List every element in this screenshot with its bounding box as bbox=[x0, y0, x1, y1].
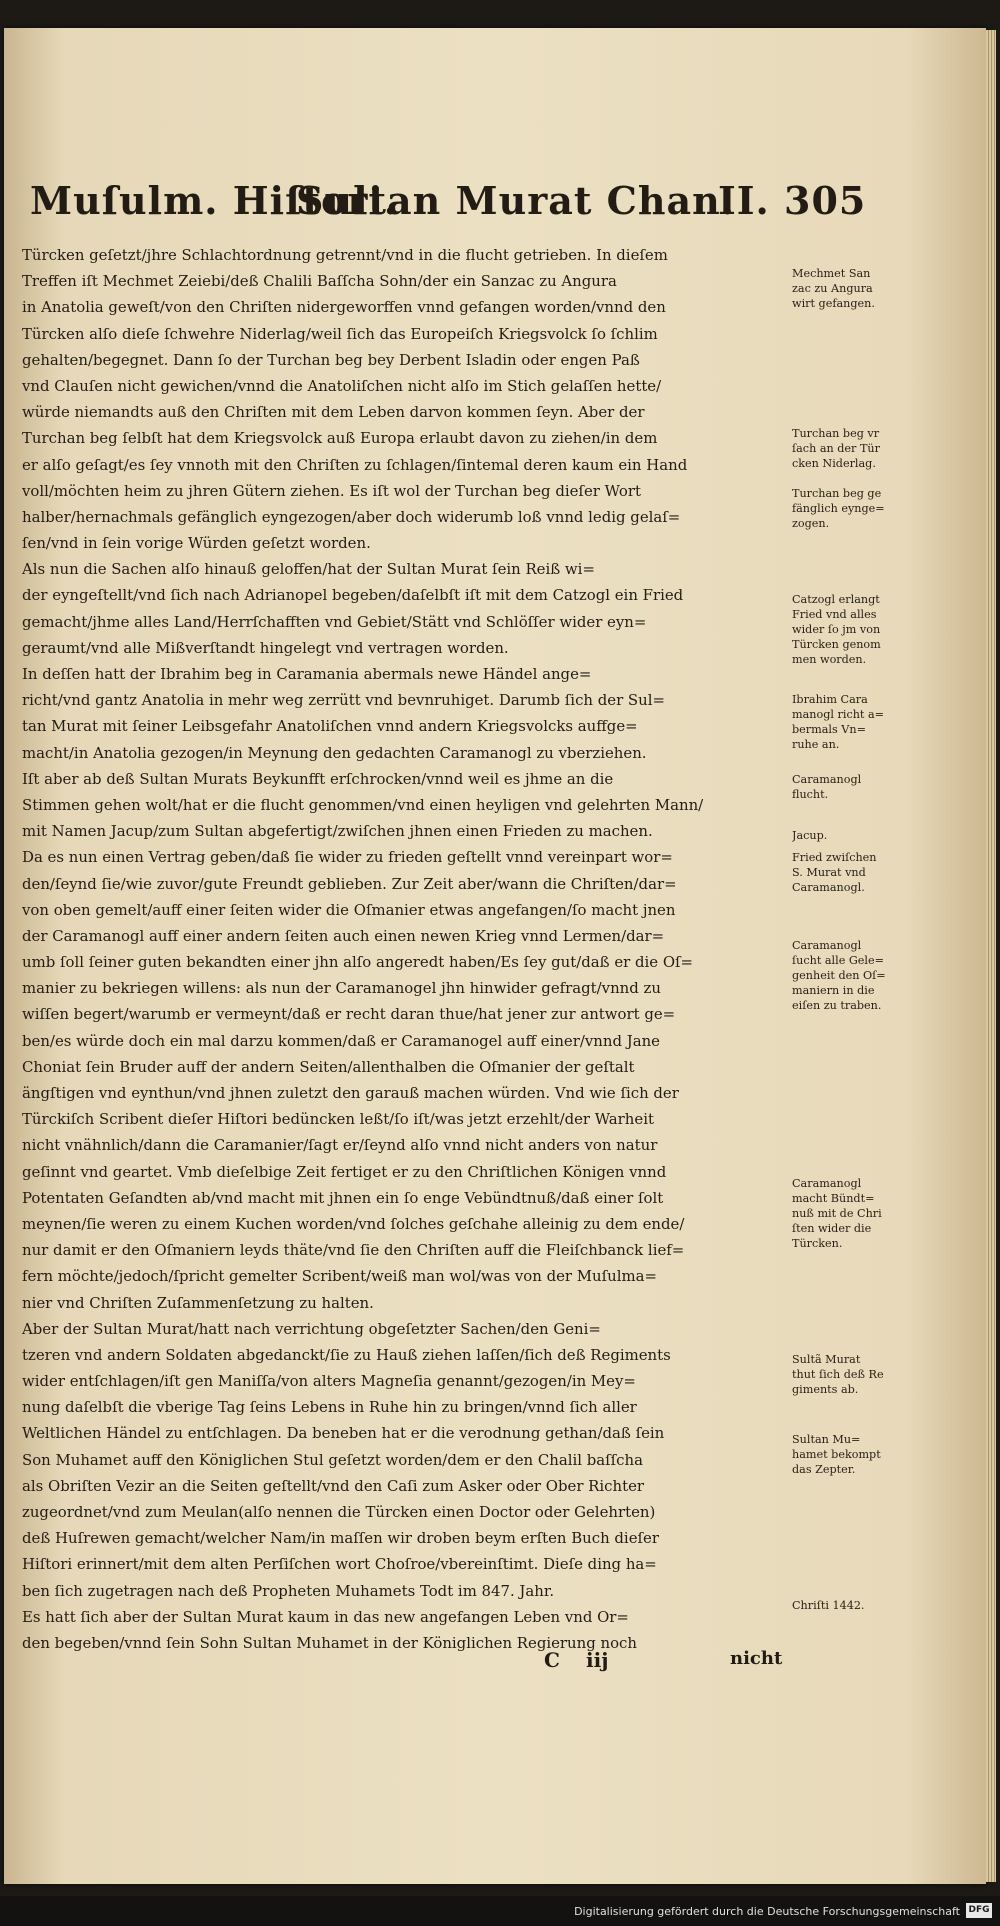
marginal-note-line: hamet bekompt bbox=[792, 1448, 881, 1461]
running-head-center: Sultan Murat Chan. bbox=[296, 178, 736, 223]
marginal-note-line: ruhe an. bbox=[792, 738, 840, 751]
text-line: meynen/ſie weren zu einem Kuchen worden/vnd ſolches geſchahe alleinig zu dem ende/ bbox=[22, 1214, 685, 1233]
marginal-note-line: ſucht alle Gele= bbox=[792, 954, 885, 967]
text-line: geraumt/vnd alle Mißverſtandt hingelegt vnd vertragen worden. bbox=[22, 638, 509, 657]
marginal-note bbox=[792, 1176, 912, 1251]
text-line: Türcken geſetzt/jhre Schlachtordnung getrennt/vnd in die flucht getrieben. In dieſem bbox=[22, 246, 668, 264]
marginal-note bbox=[792, 266, 912, 311]
text-line: voll/möchten heim zu jhren Gütern ziehen. Es iſt wol der Turchan beg dieſer Wort bbox=[22, 481, 641, 500]
marginal-note-line: S. Murat vnd bbox=[792, 866, 866, 879]
text-line: Choniat ſein Bruder auff der andern Seiten/allenthalben die Oſmanier der geſtalt bbox=[22, 1057, 635, 1076]
marginal-note-line: genheit den Oſ= bbox=[792, 969, 886, 982]
marginal-note-line: flucht. bbox=[792, 788, 829, 801]
text-line: den/ſeynd ſie/wie zuvor/gute Freundt geblieben. Zur Zeit aber/wann die Chriſten/dar= bbox=[22, 874, 677, 893]
footer-credit: Digitalisierung gefördert durch die Deutsche Forschungsgemeinschaft bbox=[574, 1905, 960, 1918]
text-line: manier zu bekriegen willens: als nun der Caramanogel jhn hinwider gefragt/vnnd zu bbox=[22, 979, 661, 998]
marginal-note-line: maniern in die bbox=[792, 984, 875, 997]
text-line: ben/es würde doch ein mal darzu kommen/daß er Caramanogel auff einer/vnnd Jane bbox=[22, 1031, 660, 1050]
footer-bar bbox=[0, 1896, 1000, 1926]
marginal-note bbox=[792, 828, 912, 843]
text-line: wider entſchlagen/iſt gen Maniſſa/von alters Magneſia genannt/gezogen/in Mey= bbox=[22, 1372, 636, 1391]
marginal-note-line: nuß mit de Chri bbox=[792, 1207, 882, 1220]
marginal-note-line: Mechmet San bbox=[792, 267, 871, 280]
marginal-note-line: eiſen zu traben. bbox=[792, 999, 882, 1012]
text-line: Treffen iſt Mechmet Zeiebi/deß Chalili Baſſcha Sohn/der ein Sanzac zu Angura bbox=[22, 272, 617, 291]
marginal-note-line: Ibrahim Cara bbox=[792, 693, 868, 706]
marginal-note bbox=[792, 938, 912, 1013]
signature-number: iij bbox=[586, 1648, 609, 1672]
text-line: zugeordnet/vnd zum Meulan(alſo nennen die Türcken einen Doctor oder Gelehrten) bbox=[22, 1503, 656, 1521]
text-line: Es hatt ſich aber der Sultan Murat kaum in das new angefangen Leben vnd Or= bbox=[22, 1607, 629, 1626]
text-line: halber/hernachmals gefänglich eyngezogen/aber doch widerumb loß vnnd ledig gelaſ= bbox=[22, 507, 681, 526]
marginal-note-line: Türcken genom bbox=[792, 638, 881, 651]
marginal-note-line: das Zepter. bbox=[792, 1463, 856, 1476]
text-line: Weltlichen Händel zu entſchlagen. Da beneben hat er die verodnung gethan/daß ſein bbox=[22, 1424, 665, 1443]
book-page bbox=[4, 28, 986, 1884]
text-line: macht/in Anatolia gezogen/in Meynung den gedachten Caramanogl zu vberziehen. bbox=[22, 743, 647, 762]
text-line: würde niemandts auß den Chriſten mit dem Leben darvon kommen ſeyn. Aber der bbox=[22, 403, 645, 422]
text-line: tan Murat mit ſeiner Leibsgefahr Anatoliſchen vnnd andern Kriegsvolcks auffge= bbox=[22, 717, 638, 736]
text-line: In deſſen hatt der Ibrahim beg in Caramania abermals newe Händel ange= bbox=[22, 665, 592, 683]
text-line: fern möchte/jedoch/ſpricht gemelter Scribent/weiß man wol/was von der Muſulma= bbox=[22, 1267, 657, 1286]
marginal-note bbox=[792, 592, 912, 667]
text-line: mit Namen Jacup/zum Sultan abgefertigt/zwiſchen jhnen einen Frieden zu machen. bbox=[22, 822, 653, 841]
marginal-note-line: Sultã Murat bbox=[792, 1353, 861, 1366]
text-line: Iſt aber ab deß Sultan Murats Beykunfft erſchrocken/vnnd weil es jhme an die bbox=[22, 769, 614, 788]
marginal-note-line: men worden. bbox=[792, 653, 867, 666]
marginal-note-line: Türcken. bbox=[792, 1237, 843, 1250]
text-line: nung daſelbſt die vberige Tag ſeins Lebens in Ruhe hin zu bringen/vnnd ſich aller bbox=[22, 1398, 637, 1417]
marginal-note-line: Caramanogl. bbox=[792, 881, 865, 894]
page-edge bbox=[986, 30, 996, 1882]
marginal-note bbox=[792, 850, 912, 895]
text-line: als Obriſten Vezir an die Seiten geſtellt/vnd den Caſi zum Asker oder Ober Richter bbox=[22, 1476, 645, 1495]
text-line: gehalten/begegnet. Dann ſo der Turchan beg bey Derbent Isladin oder engen Paß bbox=[22, 350, 640, 369]
marginal-note-line: wider ſo jm von bbox=[792, 623, 881, 636]
marginal-note-line: Jacup. bbox=[792, 829, 828, 842]
marginal-note bbox=[792, 692, 912, 752]
marginal-note bbox=[792, 1432, 912, 1477]
text-line: von oben gemelt/auff einer ſeiten wider die Oſmanier etwas angefangen/ſo macht jnen bbox=[22, 900, 676, 919]
text-line: Aber der Sultan Murat/hatt nach verrichtung obgeſetzter Sachen/den Geni= bbox=[22, 1319, 601, 1338]
text-line: nicht vnähnlich/dann die Caramanier/ſagt er/ſeynd alſo vnnd nicht anders von natur bbox=[22, 1136, 658, 1155]
signature-letter: C bbox=[544, 1648, 560, 1672]
marginal-note-line: cken Niderlag. bbox=[792, 457, 876, 470]
marginal-note-line: Catzogl erlangt bbox=[792, 593, 880, 606]
marginal-note-line: giments ab. bbox=[792, 1383, 859, 1396]
page-number: II. 305 bbox=[718, 178, 867, 223]
marginal-note bbox=[792, 1352, 912, 1397]
text-line: Stimmen gehen wolt/hat er die flucht genommen/vnd einen heyligen vnd gelehrten Mann/ bbox=[22, 795, 704, 814]
text-line: ſen/vnd in ſein vorige Würden geſetzt worden. bbox=[22, 534, 371, 553]
marginal-note-line: ſach an der Tür bbox=[792, 442, 880, 455]
marginal-note-line: Sultan Mu= bbox=[792, 1433, 861, 1446]
marginal-note-line: Fried vnd alles bbox=[792, 608, 877, 621]
marginal-note-line: Fried zwiſchen bbox=[792, 851, 877, 864]
marginal-note bbox=[792, 1598, 912, 1613]
marginal-note-line: zogen. bbox=[792, 517, 830, 530]
text-line: ängſtigen vnd eynthun/vnd jhnen zuletzt den garauß machen würden. Vnd wie ſich der bbox=[22, 1084, 679, 1102]
marginal-note-line: Turchan beg ge bbox=[792, 487, 882, 500]
text-line: Türckiſch Scribent dieſer Hiſtori bedüncken leßt/ſo iſt/was jetzt erzehlt/der Warheit bbox=[22, 1110, 654, 1129]
text-line: Turchan beg ſelbſt hat dem Kriegsvolck auß Europa erlaubt davon zu ziehen/in dem bbox=[22, 429, 658, 448]
running-head-left: Muſulm. Hiſtori. bbox=[30, 178, 399, 223]
marginal-note-line: thut ſich deß Re bbox=[792, 1368, 884, 1381]
text-line: Son Muhamet auff den Königlichen Stul geſetzt worden/dem er den Chalil baſſcha bbox=[22, 1450, 643, 1469]
marginal-note bbox=[792, 486, 912, 531]
text-line: der eyngeſtellt/vnd ſich nach Adrianopel begeben/daſelbſt iſt mit dem Catzogl ein Fried bbox=[22, 586, 684, 605]
text-line: deß Huſrewen gemacht/welcher Nam/in maſſen wir droben beym erſten Buch dieſer bbox=[22, 1529, 659, 1548]
dfg-logo: DFG bbox=[966, 1903, 992, 1918]
text-line: Da es nun einen Vertrag geben/daß ſie wider zu frieden geſtellt vnnd vereinpart wor= bbox=[22, 848, 673, 867]
catchword: nicht bbox=[730, 1648, 783, 1669]
marginal-note-line: bermals Vn= bbox=[792, 723, 866, 736]
marginal-note-line: manogl richt a= bbox=[792, 708, 885, 721]
text-line: ben ſich zugetragen nach deß Propheten Muhamets Todt im 847. Jahr. bbox=[22, 1581, 555, 1600]
text-line: umb ſoll ſeiner guten bekandten einer jhn alſo angeredt haben/Es ſey gut/daß er die Oſ= bbox=[22, 953, 694, 972]
text-line: er alſo geſagt/es ſey vnnoth mit den Chriſten zu ſchlagen/ſintemal deren kaum ein Hand bbox=[22, 455, 688, 474]
marginal-note-line: Caramanogl bbox=[792, 773, 862, 786]
marginal-note-line: Turchan beg vr bbox=[792, 427, 880, 440]
marginal-note-line: Chriſti 1442. bbox=[792, 1599, 865, 1612]
text-line: tzeren vnd andern Soldaten abgedanckt/ſie zu Hauß ziehen laſſen/ſich deß Regiments bbox=[22, 1345, 671, 1364]
text-line: wiſſen begert/warumb er vermeynt/daß er recht daran thue/hat jener zur antwort ge= bbox=[22, 1005, 676, 1024]
marginal-note bbox=[792, 426, 912, 471]
text-line: Hiſtori erinnert/mit dem alten Perſiſchen wort Choſroe/vbereinſtimt. Dieſe ding ha= bbox=[22, 1555, 657, 1574]
text-line: richt/vnd gantz Anatolia in mehr weg zerrütt vnd bevnruhiget. Darumb ſich der Sul= bbox=[22, 691, 665, 710]
text-line: gemacht/jhme alles Land/Herrſchafften vnd Gebiet/Stätt vnd Schlöſſer wider eyn= bbox=[22, 612, 647, 631]
marginal-note-line: wirt gefangen. bbox=[792, 297, 875, 310]
marginal-note-line: ſten wider die bbox=[792, 1222, 872, 1235]
text-line: den begeben/vnnd ſein Sohn Sultan Muhamet in der Königlichen Regierung noch bbox=[22, 1633, 637, 1652]
marginal-note-line: Caramanogl bbox=[792, 939, 862, 952]
text-line: nur damit er den Oſmaniern leyds thäte/vnd ſie den Chriſten auff die Fleiſchbanck lief= bbox=[22, 1241, 685, 1260]
text-line: vnd Clauſen nicht gewichen/vnnd die Anatoliſchen nicht alſo im Stich gelaſſen hette/ bbox=[22, 376, 662, 395]
text-line: Als nun die Sachen alſo hinauß geloffen/hat der Sultan Murat ſein Reiß wi= bbox=[22, 560, 595, 579]
text-line: Potentaten Geſandten ab/vnd macht mit jhnen ein ſo enge Vebündtnuß/daß einer ſolt bbox=[22, 1188, 664, 1207]
marginal-note-line: Caramanogl bbox=[792, 1177, 862, 1190]
marginal-note-line: zac zu Angura bbox=[792, 282, 873, 295]
text-line: in Anatolia geweſt/von den Chriſten nidergeworffen vnnd gefangen worden/vnnd den bbox=[22, 298, 666, 317]
marginal-note bbox=[792, 772, 912, 802]
text-line: Türcken alſo dieſe ſchwehre Niderlag/weil ſich das Europeiſch Kriegsvolck ſo ſchlim bbox=[22, 324, 658, 343]
marginal-note-line: fänglich eynge= bbox=[792, 502, 885, 515]
marginal-note-line: macht Bündt= bbox=[792, 1192, 875, 1205]
running-head bbox=[30, 178, 867, 238]
text-line: geſinnt vnd geartet. Vmb dieſelbige Zeit fertiget er zu den Chriſtlichen Königen vnnd bbox=[22, 1162, 667, 1181]
text-line: nier vnd Chriſten Zuſammenſetzung zu halten. bbox=[22, 1293, 374, 1312]
text-line: der Caramanogl auff einer andern ſeiten auch einen newen Krieg vnnd Lermen/dar= bbox=[22, 926, 665, 945]
body-text bbox=[22, 242, 786, 1656]
